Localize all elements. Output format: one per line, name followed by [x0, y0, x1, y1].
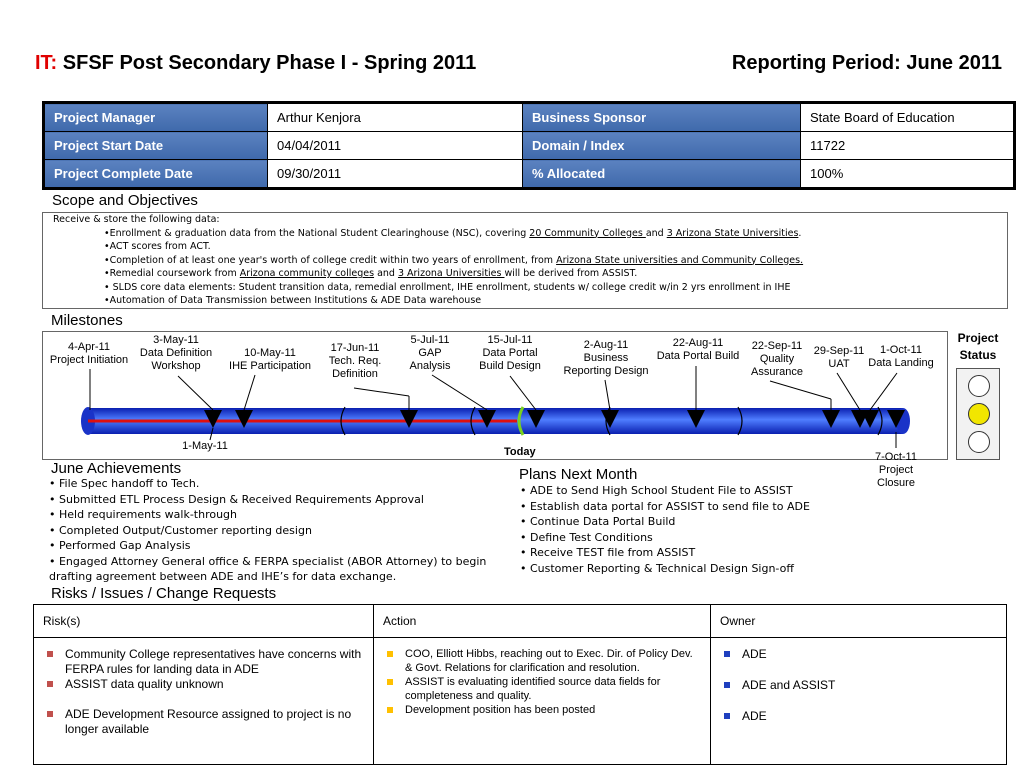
milestone-business-reporting: 2-Aug-11 Business Reporting Design — [563, 339, 649, 377]
milestones-heading: Milestones — [51, 312, 123, 329]
list-item: • Performed Gap Analysis — [49, 539, 191, 552]
risk-item: Community College representatives have concerns with FERPA rules for landing data in ADE — [45, 647, 366, 677]
risks-cell — [34, 638, 374, 765]
table-header-row — [34, 605, 1007, 638]
list-item: • Continue Data Portal Build — [520, 515, 676, 528]
table-row — [34, 638, 1007, 765]
start-date-value: 04/04/2011 — [268, 132, 523, 160]
scope-item: •Remedial coursework from Arizona community colleges and 3 Arizona Universities will be derived from ASSIST. — [104, 268, 638, 279]
list-item: • Held requirements walk-through — [49, 508, 238, 521]
milestone-data-landing: 1-Oct-11 Data Landing — [868, 344, 934, 369]
project-status-label: Project Status — [957, 331, 999, 362]
list-item: • Completed Output/Customer reporting design — [49, 523, 312, 537]
owner-item: ADE — [722, 709, 999, 724]
title-text: SFSF Post Secondary Phase I - Spring 2011 — [62, 52, 477, 74]
col-action: Action — [374, 605, 711, 638]
list-item: • File Spec handoff to Tech. — [49, 477, 200, 490]
milestone-ihe-participation: 10-May-11 IHE Participation — [229, 347, 311, 372]
complete-date-label: Project Complete Date — [44, 160, 268, 189]
domain-label: Domain / Index — [523, 132, 801, 160]
scope-item: •Automation of Data Transmission between Institutions & ADE Data warehouse — [104, 295, 482, 306]
milestone-tech-req: 17-Jun-11 Tech. Req. Definition — [328, 342, 382, 380]
milestone-portal-design: 15-Jul-11 Data Portal Build Design — [479, 334, 541, 372]
milestone-data-definition: 3-May-11 Data Definition Workshop — [139, 334, 213, 372]
green-lamp — [968, 431, 990, 453]
scope-item: •Completion of at least one year's worth of college credit within two years of enrollment, from Arizona State universities and Community Colleges. — [104, 254, 804, 266]
reporting-period: Reporting Period: June 2011 — [731, 52, 1002, 74]
scope-link: 3 Arizona Universities — [397, 268, 505, 279]
list-item: • Engaged Attorney General office & FERPA specialist (ABOR Attorney) to begin — [49, 554, 487, 568]
business-sponsor-label: Business Sponsor — [523, 103, 801, 132]
red-lamp — [968, 375, 990, 397]
milestone-gap-analysis: 5-Jul-11 GAP Analysis — [409, 334, 451, 372]
milestone-project-initiation: 4-Apr-11 Project Initiation — [49, 341, 129, 366]
action-item: COO, Elliott Hibbs, reaching out to Exec. Dir. of Policy Dev. & Govt. Relations for clarification and resolution. — [385, 647, 703, 675]
business-sponsor-value: State Board of Education — [801, 103, 1015, 132]
list-item: • Receive TEST file from ASSIST — [520, 546, 696, 559]
owner-item: ADE — [722, 647, 999, 662]
risks-table — [33, 604, 1007, 765]
list-item: drafting agreement between ADE and IHE’s for data exchange. — [49, 570, 397, 583]
scope-item: • SLDS core data elements: Student transition data, remedial enrollment, IHE enrollment, students w/ college credit w/in 2 yrs enrollment in IHE — [104, 281, 791, 293]
june-achievements-list — [49, 476, 489, 585]
owners-cell — [711, 638, 1007, 765]
list-item: • Customer Reporting & Technical Design Sign-off — [520, 561, 794, 575]
plans-next-month-list — [520, 483, 850, 576]
risk-item: ADE Development Resource assigned to project is no longer available — [45, 707, 366, 737]
owner-item: ADE and ASSIST — [722, 678, 999, 693]
scope-link: 3 Arizona State Universities — [666, 227, 799, 239]
title-prefix: IT: — [35, 52, 58, 74]
action-item: ASSIST is evaluating identified source data fields for completeness and quality. — [385, 675, 703, 703]
milestone-uat: 29-Sep-11 UAT — [813, 345, 865, 370]
list-item: • Submitted ETL Process Design & Received Requirements Approval — [49, 492, 424, 506]
project-manager-label: Project Manager — [44, 103, 268, 132]
actions-cell — [374, 638, 711, 765]
scope-link: 20 Community Colleges — [529, 227, 646, 239]
scope-intro: Receive & store the following data: — [53, 214, 220, 225]
list-item: • ADE to Send High School Student File to ASSIST — [520, 484, 793, 497]
scope-link: Arizona State universities and Community Colleges. — [556, 254, 804, 266]
scope-link: Arizona community colleges — [239, 268, 375, 279]
risks-heading: Risks / Issues / Change Requests — [51, 585, 277, 602]
list-item: • Establish data portal for ASSIST to send file to ADE — [520, 499, 810, 513]
scope-item: •Enrollment & graduation data from the National Student Clearinghouse (NSC), covering 20 Community Colleges and 3 Arizona State Universities. — [104, 227, 802, 239]
col-owner: Owner — [711, 605, 1007, 638]
today-label: Today — [504, 446, 536, 458]
scope-item: •ACT scores from ACT. — [104, 241, 211, 252]
june-achievements-heading: June Achievements — [51, 460, 182, 477]
start-date-label: Project Start Date — [44, 132, 268, 160]
list-item: • Define Test Conditions — [520, 530, 653, 544]
traffic-light — [956, 368, 1000, 460]
yellow-lamp — [968, 403, 990, 425]
plans-next-month-heading: Plans Next Month — [519, 466, 638, 483]
milestone-portal-build: 22-Aug-11 Data Portal Build — [656, 337, 740, 362]
scope-heading: Scope and Objectives — [52, 192, 198, 209]
allocated-value: 100% — [801, 160, 1015, 189]
col-risks: Risk(s) — [34, 605, 374, 638]
allocated-label: % Allocated — [523, 160, 801, 189]
project-manager-value: Arthur Kenjora — [268, 103, 523, 132]
milestone-may-label: 1-May-11 — [182, 440, 228, 452]
milestone-quality-assurance: 22-Sep-11 Quality Assurance — [751, 340, 803, 378]
complete-date-value: 09/30/2011 — [268, 160, 523, 189]
action-item: Development position has been posted — [385, 703, 703, 717]
milestone-project-closure: 7-Oct-11 Project Closure — [875, 451, 917, 489]
risk-item: ASSIST data quality unknown — [45, 677, 366, 692]
domain-value: 11722 — [801, 132, 1015, 160]
